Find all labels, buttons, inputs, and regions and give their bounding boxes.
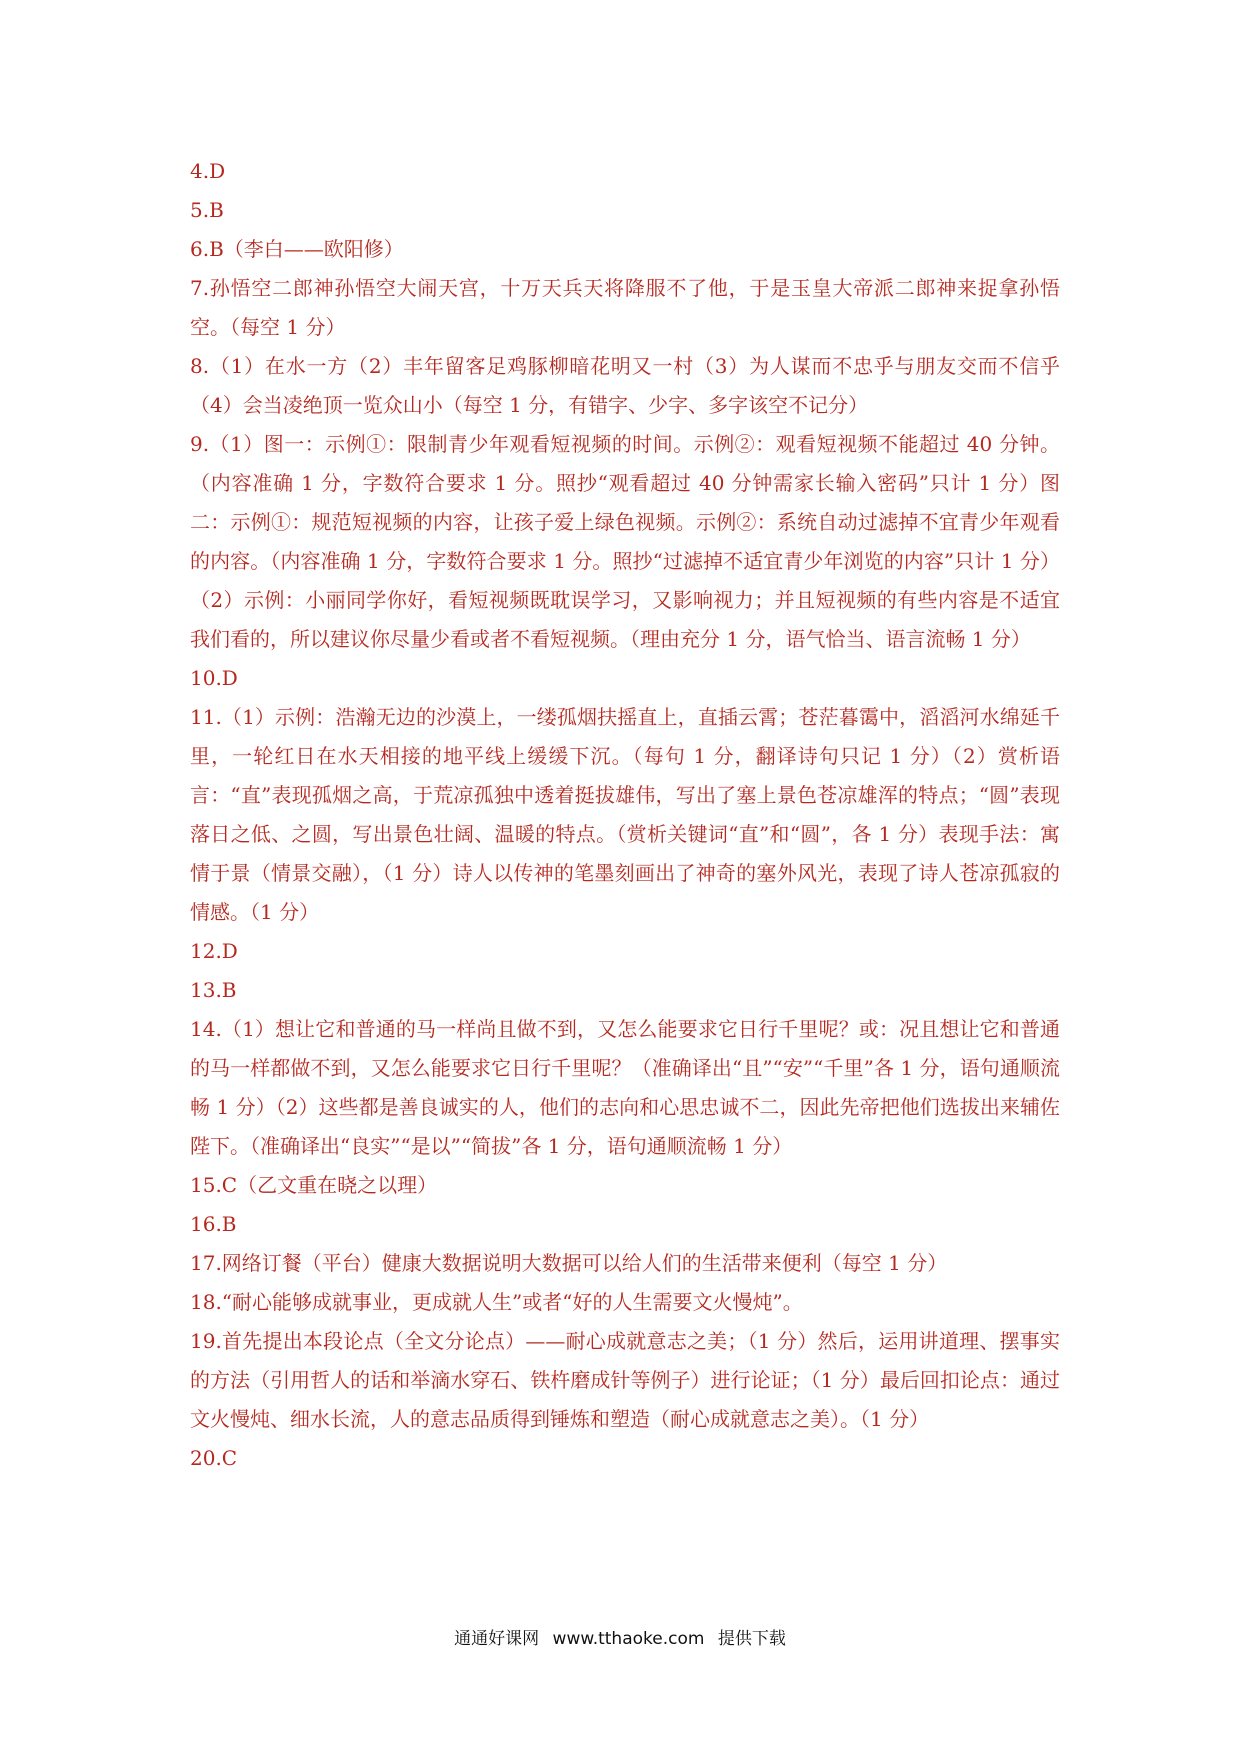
- answer-item: 14.（1）想让它和普通的马一样尚且做不到，又怎么能要求它日行千里呢？或：况且想让它和普通的马一样都做不到，又怎么能要求它日行千里呢？（准确译出“且”“安”“千里”各 1 分，语句通顺流畅 1 分）（2）这些都是善良诚实的人，他们的志向和心思忠诚不二，因此先帝把他们选拔出来辅佐陛下。（准确译出“良实”“是以”“简拔”各 1 分，语句通顺流畅 1 分）: [190, 1017, 1060, 1158]
- answer-item: 10.D: [190, 666, 238, 690]
- answer-item: 17.网络订餐（平台）健康大数据说明大数据可以给人们的生活带来便利（每空 1 分）: [190, 1251, 948, 1275]
- answer-item: 9.（1）图一：示例①：限制青少年观看短视频的时间。示例②：观看短视频不能超过 40 分钟。（内容准确 1 分，字数符合要求 1 分。照抄“观看超过 40 分钟需家长输入密码”只计 1 分）图二：示例①：规范短视频的内容，让孩子爱上绿色视频。示例②：系统自动过滤掉不宜青少年观看的内容。（内容准确 1 分，字数符合要求 1 分。照抄“过滤掉不适宜青少年浏览的内容”只计 1 分）（2）示例：小丽同学你好，看短视频既耽误学习，又影响视力；并且短视频的有些内容是不适宜我们看的，所以建议你尽量少看或者不看短视频。（理由充分 1 分，语气恰当、语言流畅 1 分）: [190, 432, 1060, 651]
- answer-item: 7.孙悟空二郎神孙悟空大闹天宫，十万天兵天将降服不了他，于是玉皇大帝派二郎神来捉拿孙悟空。（每空 1 分）: [190, 276, 1060, 339]
- answer-item: 12.D: [190, 939, 238, 963]
- answer-item: 15.C（乙文重在晓之以理）: [190, 1173, 438, 1197]
- answer-item: 19.首先提出本段论点（全文分论点）——耐心成就意志之美；（1 分）然后，运用讲道理、摆事实的方法（引用哲人的话和举滴水穿石、铁杵磨成针等例子）进行论证；（1 分）最后回扣论点：通过文火慢炖、细水长流，人的意志品质得到锤炼和塑造（耐心成就意志之美）。（1 分）: [190, 1329, 1060, 1431]
- page-footer: [0, 1624, 1240, 1649]
- answer-item: 18.“耐心能够成就事业，更成就人生”或者“好的人生需要文火慢炖”。: [190, 1290, 803, 1314]
- answer-item: 11.（1）示例：浩瀚无边的沙漠上，一缕孤烟扶摇直上，直插云霄；苍茫暮霭中，滔滔河水绵延千里，一轮红日在水天相接的地平线上缓缓下沉。（每句 1 分，翻译诗句只记 1 分）（2）赏析语言：“直”表现孤烟之高，于荒凉孤独中透着挺拔雄伟，写出了塞上景色苍凉雄浑的特点；“圆”表现落日之低、之圆，写出景色壮阔、温暖的特点。（赏析关键词“直”和“圆”，各 1 分）表现手法：寓情于景（情景交融），（1 分）诗人以传神的笔墨刻画出了神奇的塞外风光，表现了诗人苍凉孤寂的情感。（1 分）: [190, 705, 1060, 924]
- answer-item: 20.C: [190, 1446, 238, 1470]
- answer-item: 16.B: [190, 1212, 237, 1236]
- answer-item: 5.B: [190, 198, 224, 222]
- footer-site-name: 通通好课网: [454, 1629, 540, 1649]
- answer-item: 4.D: [190, 159, 226, 183]
- answer-item: 13.B: [190, 978, 237, 1002]
- footer-suffix: 提供下载: [717, 1629, 786, 1649]
- answer-list: [190, 152, 1060, 1478]
- footer-url-link[interactable]: www.tthaoke.com: [552, 1629, 705, 1649]
- answer-item: 6.B（李白——欧阳修）: [190, 237, 404, 261]
- answer-item: 8.（1）在水一方（2）丰年留客足鸡豚柳暗花明又一村（3）为人谋而不忠乎与朋友交而不信乎（4）会当凌绝顶一览众山小（每空 1 分，有错字、少字、多字该空不记分）: [190, 354, 1060, 417]
